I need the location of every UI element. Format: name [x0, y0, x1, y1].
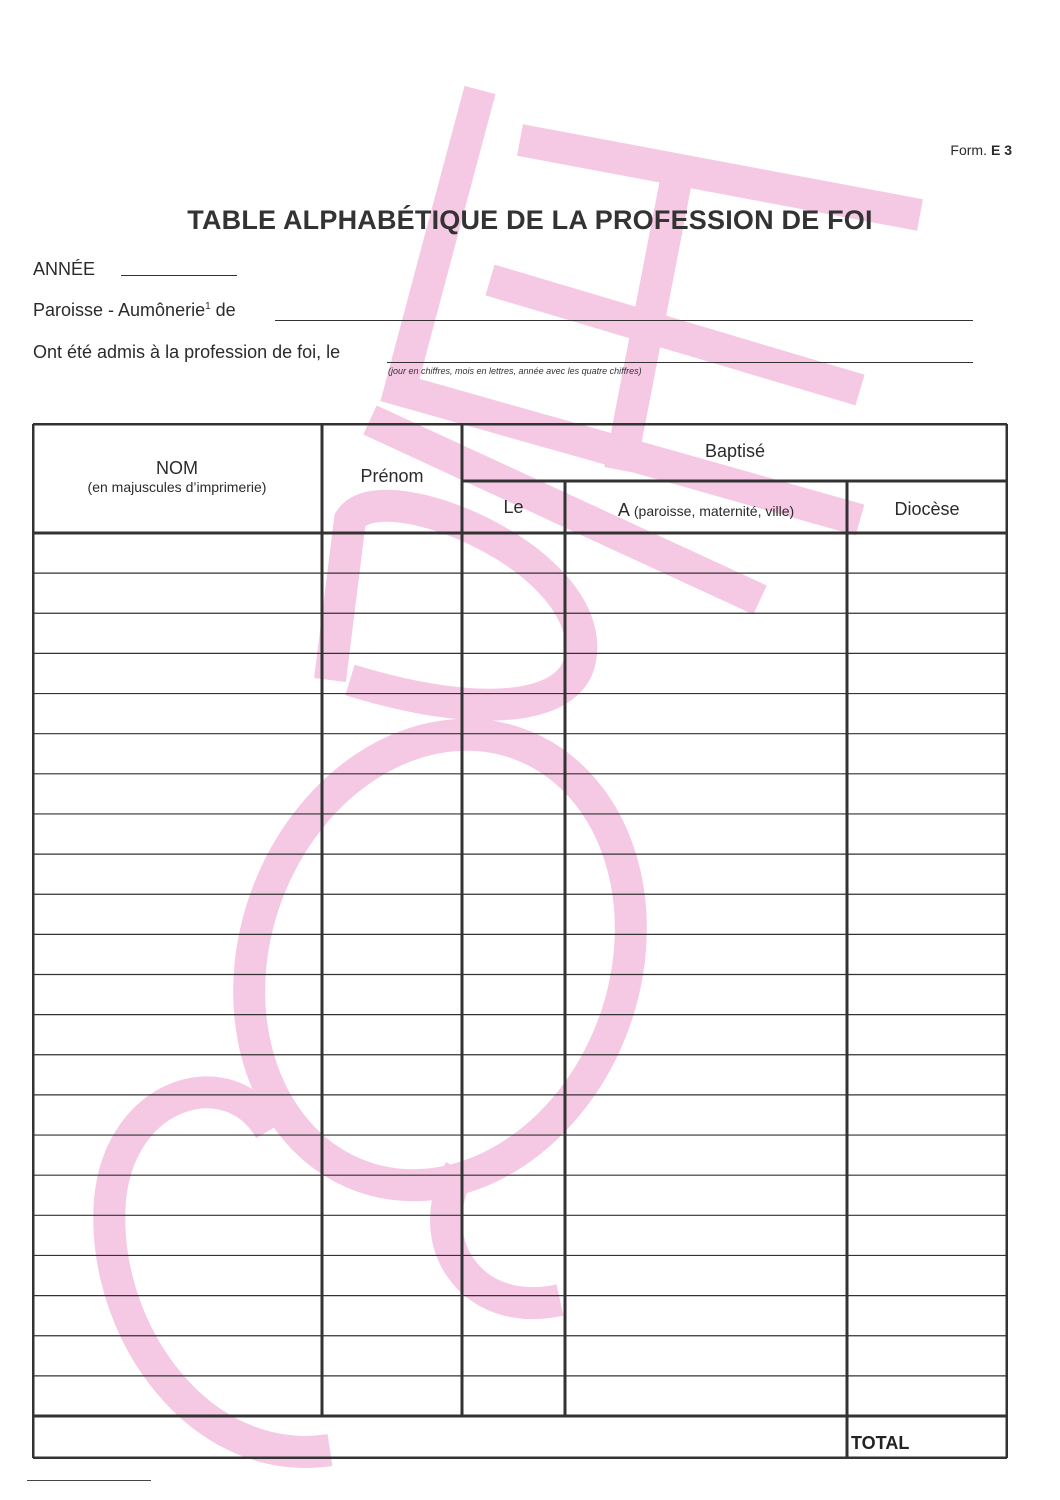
form-code-value: E 3 [990, 142, 1012, 158]
col-nom-title: NOM [156, 458, 198, 478]
annee-label: ANNÉE [33, 259, 96, 279]
footnote-separator [27, 1480, 151, 1481]
form-code [950, 142, 1012, 158]
admis-date-hint: (jour en chiffres, mois en lettres, année avec les quatre chiffres) [388, 366, 642, 376]
paroisse-label [33, 300, 236, 321]
col-le-header: Le [503, 497, 524, 517]
footnote-marker: 1 [205, 301, 211, 312]
total-cell[interactable] [845, 1420, 1001, 1460]
admis-label: Ont été admis à la profession de foi, le [33, 342, 341, 362]
col-a-header [565, 500, 847, 521]
registry-table [32, 423, 1008, 1459]
col-nom-subtitle: (en majuscules d’imprimerie) [87, 479, 267, 495]
col-a-title: A [617, 500, 629, 520]
annee-input-line[interactable] [121, 275, 237, 276]
col-nom-header [32, 458, 322, 495]
admis-date-input-line[interactable] [387, 362, 973, 363]
col-baptise-header: Baptisé [704, 441, 766, 461]
paroisse-label-text: Paroisse - Aumônerie [33, 300, 206, 320]
col-diocese-header: Diocèse [894, 499, 960, 519]
total-label: TOTAL [851, 1433, 910, 1453]
page-title: TABLE ALPHABÉTIQUE DE LA PROFESSION DE FOI [187, 205, 873, 235]
paroisse-label-suffix: de [215, 300, 236, 320]
paroisse-input-line[interactable] [275, 320, 973, 321]
form-code-prefix: Form. [950, 142, 987, 158]
col-a-subtitle: (paroisse, maternité, ville) [633, 503, 795, 519]
col-prenom-header: Prénom [360, 466, 424, 486]
